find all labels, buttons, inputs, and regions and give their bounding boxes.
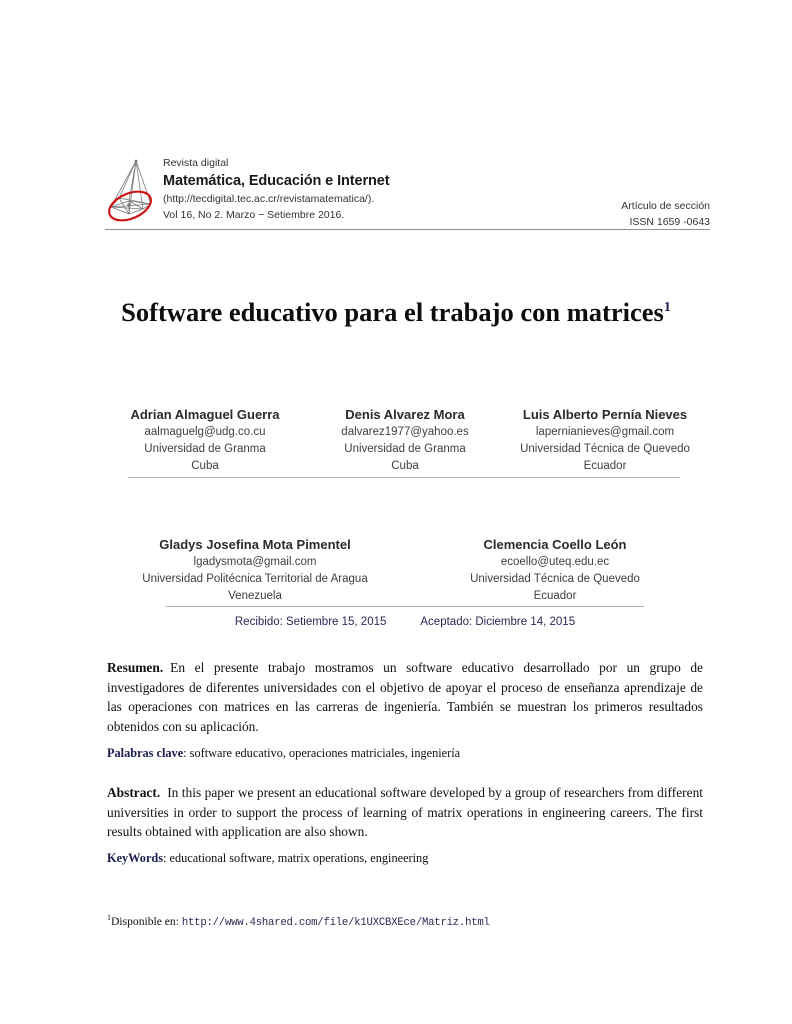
author-name: Adrian Almaguel Guerra [130,407,280,422]
cone-wireframe-logo-icon [105,158,167,230]
resumen-body: En el presente trabajo mostramos un software educativo desarrollado por un grupo de investigadores de diferentes universidades con el objetivo de apoyar el proceso de enseñanza aprendizaje de las operaciones con matrices en las carreras de ingeniería. También se muestran los primeros resultados obtenidos con su aplicación. [107,660,703,734]
author-country: Venezuela [228,590,282,602]
title-footnote-marker[interactable]: 1 [663,299,671,315]
abstract-label: Abstract. [107,785,161,800]
footnote [107,914,707,931]
footnote-text: Disponible en: [111,915,182,928]
author-email[interactable]: dalvarez1977@yahoo.es [341,426,469,438]
author-affiliation: Universidad Técnica de Quevedo [470,573,640,585]
resumen-label: Resumen. [107,660,164,675]
keywords-label: KeyWords [107,851,164,865]
article-section-label: Artículo de sección [621,200,710,212]
author-email[interactable]: ecoello@uteq.edu.ec [500,556,610,568]
keywords-body: : educational software, matrix operations, engineering [163,851,429,865]
accepted-date: Aceptado: Diciembre 14, 2015 [420,616,576,628]
author-email[interactable]: lapernianieves@gmail.com [535,426,675,438]
abstract-section [107,783,703,842]
footnote-url[interactable]: http://www.4shared.com/file/k1UXCBXEce/Matriz.html [181,917,490,929]
masthead-volume-info: Vol 16, No 2. Marzo − Setiembre 2016. [163,209,345,221]
authors-divider-second [166,606,644,607]
author-country: Cuba [391,460,419,472]
masthead-divider [105,229,710,230]
footnote-marker: 1 [107,913,111,923]
page-title [96,296,696,328]
authors-divider-first [128,477,680,478]
author-block [405,535,705,605]
issn-label: ISSN 1659 -0643 [629,216,710,228]
palabras-clave-label: Palabras clave [107,746,184,760]
author-block [105,405,305,475]
page-title-text: Software educativo para el trabajo con matrices [121,296,664,327]
author-block [505,405,705,475]
authors-row-second [105,535,705,605]
keywords-section [107,849,703,867]
author-affiliation: Universidad Politécnica Territorial de Aragua [142,573,368,585]
masthead-journal-url[interactable]: (http://tecdigital.tec.ac.cr/revistamatematica/). [163,193,375,205]
author-country: Ecuador [583,460,627,472]
abstract-body: In this paper we present an educational software developed by a group of researchers from different universities in order to support the process of learning of matrix operations in engineering careers. The first results obtained with application are also shown. [107,785,703,840]
author-name: Gladys Josefina Mota Pimentel [159,537,351,552]
author-name: Clemencia Coello León [483,537,627,552]
journal-masthead [105,158,710,230]
author-block [105,535,405,605]
submission-dates [105,616,705,628]
masthead-right-block [621,198,710,230]
resumen-section [107,658,703,736]
masthead-journal-title: Matemática, Educación e Internet [163,173,390,189]
masthead-text-block [163,156,389,223]
author-email[interactable]: aalmaguelg@udg.co.cu [144,426,266,438]
author-block [305,405,505,475]
palabras-clave-body: : software educativo, operaciones matriciales, ingeniería [183,746,461,760]
author-country: Cuba [191,460,219,472]
masthead-kicker: Revista digital [163,157,229,169]
author-name: Denis Alvarez Mora [345,407,465,422]
received-date: Recibido: Setiembre 15, 2015 [234,616,387,628]
author-affiliation: Universidad de Granma [144,443,266,455]
author-name: Luis Alberto Pernía Nieves [522,407,688,422]
author-affiliation: Universidad Técnica de Quevedo [520,443,690,455]
author-email[interactable]: lgadysmota@gmail.com [193,556,317,568]
author-country: Ecuador [533,590,577,602]
palabras-clave-section [107,744,703,762]
author-affiliation: Universidad de Granma [344,443,466,455]
authors-row-first [105,405,705,475]
